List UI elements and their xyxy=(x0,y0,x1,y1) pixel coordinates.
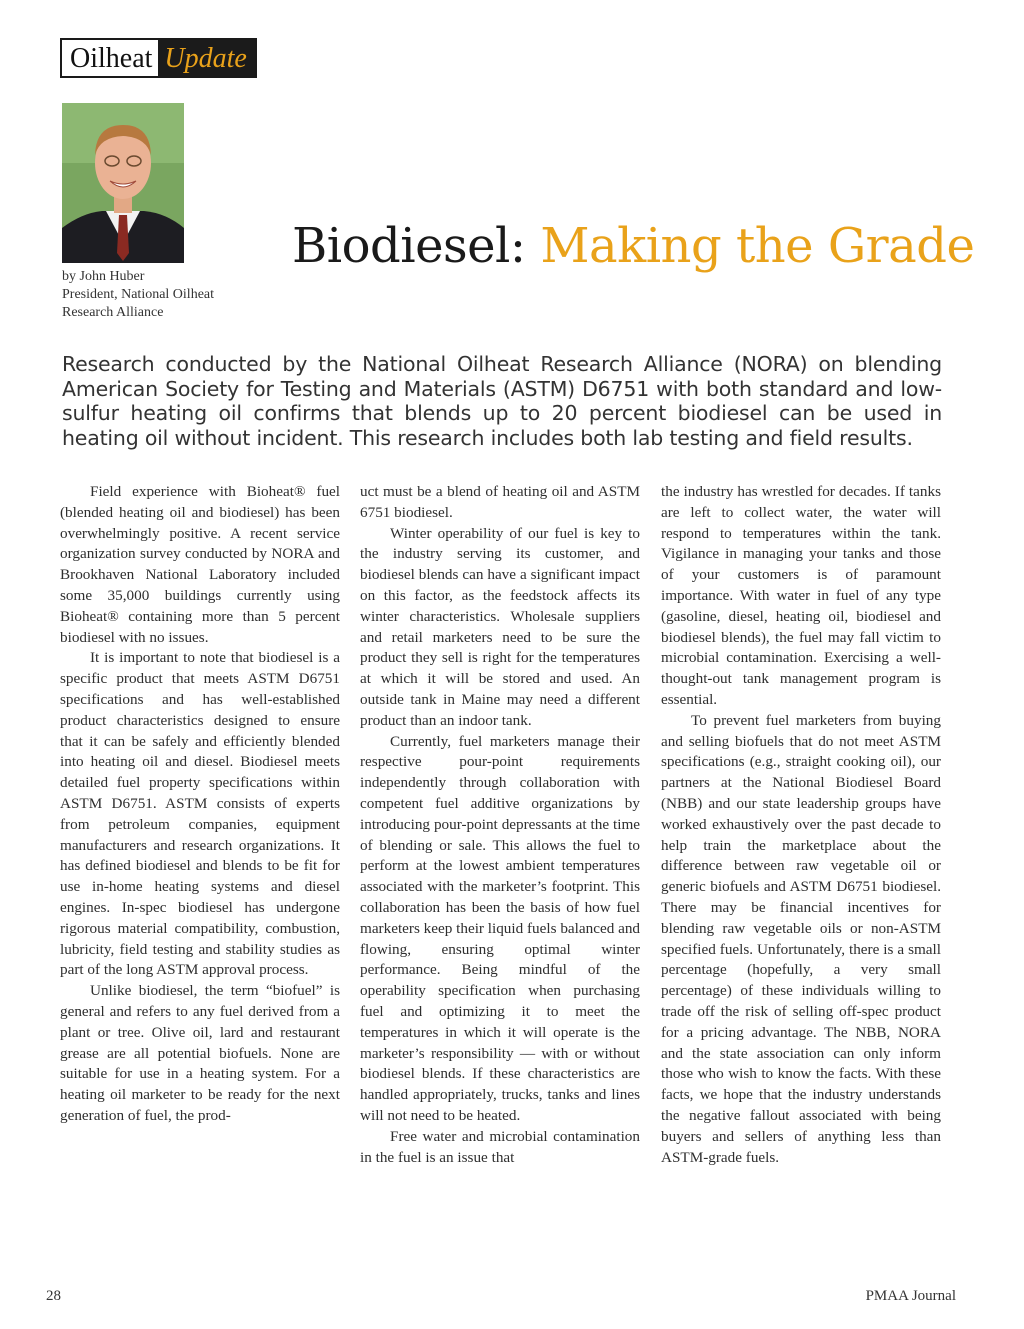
body-paragraph: Unlike biodiesel, the term “biofuel” is general and refers to any fuel derived from a plant or tree. Olive oil, lard and restaurant grease are all potential biofuels. None are suitable for use in a heating system. For a heating oil marketer to be ready for the next generation of fuel, the prod- xyxy=(60,982,340,1124)
body-paragraph: Free water and microbial contamination in the fuel is an issue that xyxy=(360,1127,640,1166)
title-main: Biodiesel: xyxy=(292,218,526,274)
byline-org: Research Alliance xyxy=(62,305,164,320)
author-portrait-icon xyxy=(62,103,184,263)
journal-name: PMAA Journal xyxy=(865,1288,956,1304)
title-accent: Making the Grade xyxy=(540,218,975,274)
masthead-oilheat: Oilheat xyxy=(62,40,158,76)
body-paragraph: Winter operability of our fuel is key to the industry serving its customer, and biodiesel blends can have a significant impact on this factor, as the feedstock affects its winter characteristics. Wholesale suppliers and retail marketers need to be sure the product they sell is right for the temperatures at which it will be stored and used. An outside tank in Maine may need a different product than an indoor tank. xyxy=(360,524,640,729)
body-paragraph-continued: uct must be a blend of heating oil and ASTM 6751 biodiesel. xyxy=(360,483,640,521)
intro-paragraph: Research conducted by the National Oilheat Research Alliance (NORA) on blending American Society for Testing and Materials (ASTM) D6751 with both standard and low-sulfur heating oil confirms that blends up to 20 percent biodiesel can be used in heating oil without incident. This research includes both lab testing and field results. xyxy=(62,352,942,450)
body-paragraph-continued: the industry has wrestled for decades. If tanks are left to collect water, the water will respond to temperatures within the tank. Vigilance in managing your tanks and those of your customers is of paramount importance. With water in fuel of any type (gasoline, diesel, heating oil, biodiesel and biodiesel blends), the fuel may fall victim to microbial contamination. Exercising a well-thought-out tank management program is essential. xyxy=(661,483,941,708)
byline-role: President, National Oilheat xyxy=(62,287,215,302)
byline xyxy=(62,268,214,322)
page-number: 28 xyxy=(46,1288,61,1304)
body-paragraph: Currently, fuel marketers manage their respective pour-point requirements independently through collaboration with competent fuel additive organizations by introducing pour-point depressants at the time of blending or sale. This allows the fuel to perform at the lowest ambient temperatures associated with the marketer’s footprint. This collaboration has been the basis of how fuel marketers keep their liquid fuels balanced and flowing, ensuring optimal winter performance. Being mindful of the operability specification when purchasing fuel and optimizing it to meet the temperatures in which it will operate is the marketer’s responsibility — with or without biodiesel blends. If these characteristics are handled appropriately, trucks, tanks and lines will not need to be heated. xyxy=(360,732,641,1124)
byline-author: by John Huber xyxy=(62,269,145,284)
masthead xyxy=(60,38,257,78)
masthead-update: Update xyxy=(158,40,254,76)
body-paragraph: Field experience with Bioheat® fuel (blended heating oil and biodiesel) has been overwhelmingly positive. A recent service organization survey conducted by NORA and Brookhaven National Laboratory included some 35,000 buildings currently using Bioheat® containing more than 5 percent biodiesel with no issues. xyxy=(60,483,340,646)
body-paragraph: To prevent fuel marketers from buying and selling biofuels that do not meet ASTM specifications (e.g., straight cooking oil), our partners at the National Biodiesel Board (NBB) and our state leadership groups have worked exhaustively over the past decade to help train the marketplace about the difference between raw vegetable oil or generic biofuels and ASTM D6751 biodiesel. There may be financial incentives for blending raw vegetable oils or non-ASTM specified fuels. Unfortunately, there is a small percentage (hopefully, a very small percentage) of these individuals willing to trade off the risk of selling off-spec product for a pricing advantage. The NBB, NORA and the state association can only inform those who wish to know the facts. With these facts, we hope that the industry understands the negative fallout associated with being buyers and sellers of anything less than ASTM-grade fuels. xyxy=(661,711,941,1166)
body-paragraph: It is important to note that biodiesel is a specific product that meets ASTM D6751 specifications and has well-established product characteristics designed to ensure that it can be safely and efficiently blended into heating oil and diesel. Biodiesel meets detailed fuel property specifications within ASTM D6751. ASTM consists of experts from petroleum companies, equipment manufacturers and research organizations. It has defined biodiesel and blends to be fit for use in-home heating systems and diesel engines. In-spec biodiesel has undergone rigorous material compatibility, combustion, lubricity, field testing and stability studies as part of the long ASTM approval process. xyxy=(60,649,340,979)
author-photo xyxy=(62,103,184,263)
article-title xyxy=(292,218,974,274)
body-column-3 xyxy=(661,482,941,1168)
body-column-2 xyxy=(360,482,640,1168)
body-column-1 xyxy=(60,482,340,1127)
